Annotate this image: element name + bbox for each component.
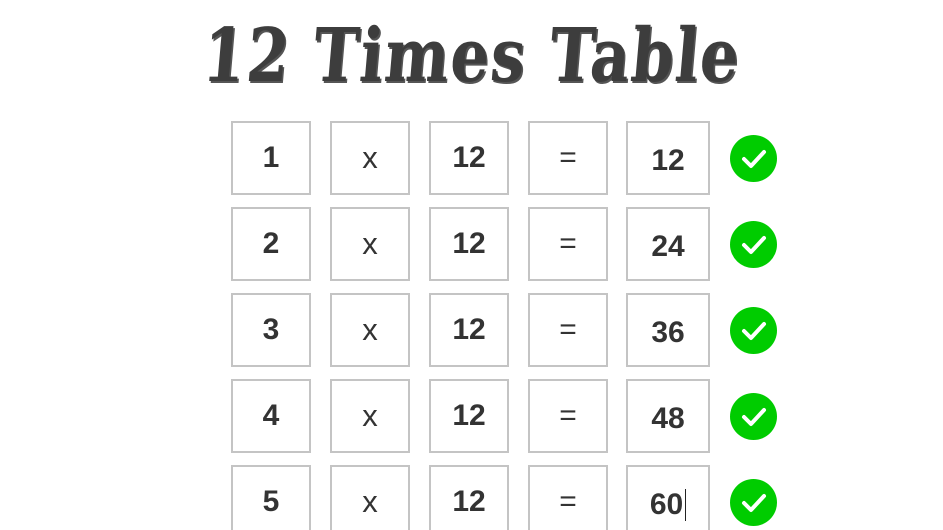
page-title-wrapper xyxy=(0,6,943,106)
multiplier: 12 xyxy=(429,465,509,530)
check-circle-icon xyxy=(730,135,777,182)
check-circle-icon xyxy=(730,393,777,440)
equals-sign: = xyxy=(528,379,608,453)
table-row xyxy=(231,379,791,455)
multiplier: 12 xyxy=(429,207,509,281)
answer-input[interactable] xyxy=(626,379,710,453)
answer-value: 60 xyxy=(649,488,684,521)
answer-input[interactable] xyxy=(626,465,710,530)
answer-input[interactable] xyxy=(626,293,710,367)
multiplier: 12 xyxy=(429,293,509,367)
times-sign: x xyxy=(330,465,410,530)
table-row xyxy=(231,121,791,197)
equals-sign: = xyxy=(528,207,608,281)
answer-input[interactable] xyxy=(626,121,710,195)
multiplicand: 1 xyxy=(231,121,311,195)
answer-value: 12 xyxy=(651,144,685,177)
multiplicand: 4 xyxy=(231,379,311,453)
table-row xyxy=(231,293,791,369)
times-sign: x xyxy=(330,207,410,281)
multiplicand: 2 xyxy=(231,207,311,281)
check-circle-icon xyxy=(730,221,777,268)
times-sign: x xyxy=(330,379,410,453)
times-sign: x xyxy=(330,121,410,195)
answer-value: 36 xyxy=(651,316,685,349)
multiplier: 12 xyxy=(429,121,509,195)
equals-sign: = xyxy=(528,121,608,195)
page-title: 12 Times Table xyxy=(199,13,744,99)
multiplicand: 5 xyxy=(231,465,311,530)
check-circle-icon xyxy=(730,479,777,526)
check-circle-icon xyxy=(730,307,777,354)
multiplicand: 3 xyxy=(231,293,311,367)
answer-input[interactable] xyxy=(626,207,710,281)
equals-sign: = xyxy=(528,465,608,530)
answer-value: 24 xyxy=(651,230,685,263)
multiplier: 12 xyxy=(429,379,509,453)
equals-sign: = xyxy=(528,293,608,367)
answer-value: 48 xyxy=(651,402,685,435)
table-row xyxy=(231,465,791,530)
text-caret xyxy=(685,489,686,521)
times-sign: x xyxy=(330,293,410,367)
table-row xyxy=(231,207,791,283)
